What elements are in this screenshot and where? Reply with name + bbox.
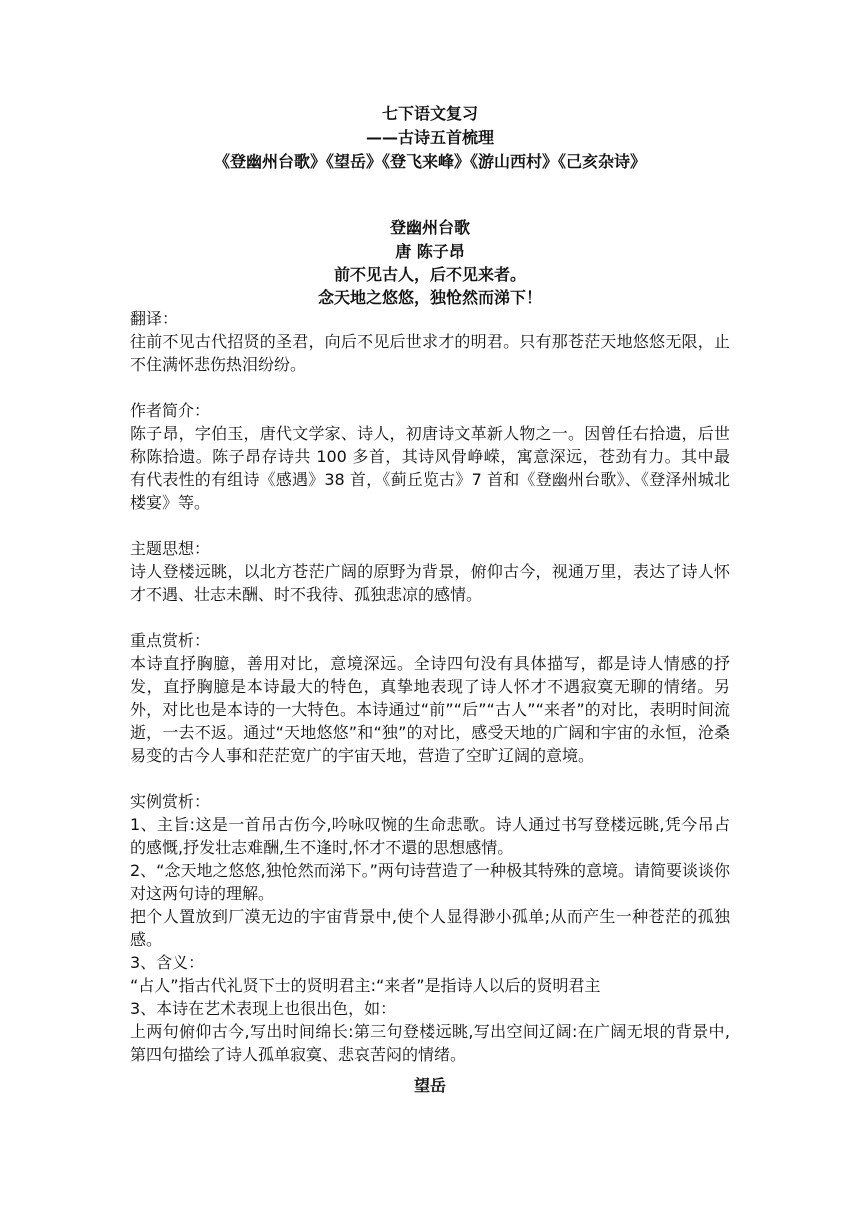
poem1-line2: 念天地之悠悠，独怆然而涕下！ xyxy=(317,288,542,307)
example-label: 实例赏析： xyxy=(130,792,211,811)
doc-subtitle: ——古诗五首梳理 xyxy=(365,128,494,147)
example-3-label: 3、含义： xyxy=(130,953,205,972)
example-4: 3、本诗在艺术表现上也很出色，如： xyxy=(130,999,397,1018)
example-2: 2、“念天地之悠悠,独怆然而涕下。”两句诗营造了一种极其特殊的意境。请简要谈谈你对这两句诗的理解。 xyxy=(130,861,730,903)
poems-list: 《登幽州台歌》《望岳》《登飞来峰》《游山西村》《己亥杂诗》 xyxy=(213,152,646,171)
example-4-answer: 上两句俯仰古今,写出时间绵长:第三句登楼远眺,写出空间辽阔:在广阔无垠的背景中,第四句描绘了诗人孤单寂寞、悲哀苦闷的情绪。 xyxy=(130,1022,730,1064)
poem1-author: 唐 陈子昂 xyxy=(395,242,465,261)
doc-title: 七下语文复习 xyxy=(381,104,478,123)
theme-text: 诗人登楼远眺，以北方苍茫广阔的原野为背景，俯仰古今，视通万里，表达了诗人怀才不遇、壮志未酬、时不我待、孤独悲凉的感情。 xyxy=(130,562,730,604)
example-1: 1、主旨:这是一首吊古伤今,吟咏叹惋的生命悲歌。诗人通过书写登楼远眺,凭今吊占的感慨,抒发壮志难酬,生不逢时,怀才不還的思想感情。 xyxy=(130,815,730,857)
author-label: 作者简介： xyxy=(130,401,211,420)
poem1-line1: 前不见古人，后不见来者。 xyxy=(333,265,526,284)
theme-label: 主题思想： xyxy=(130,539,211,558)
example-3-text: “占人”指古代礼贤下士的贤明君主:“来者”是指诗人以后的贤明君主 xyxy=(130,976,601,995)
poem1-notes xyxy=(130,307,730,1066)
translation-text: 往前不见古代招贤的圣君，向后不见后世求才的明君。只有那苍茫天地悠悠无限，止不住满怀悲伤热泪纷纷。 xyxy=(130,332,730,374)
poem2-title: 望岳 xyxy=(413,1076,446,1095)
author-text: 陈子昂，字伯玉，唐代文学家、诗人，初唐诗文革新人物之一。因曾任右拾遗，后世称陈拾遗。陈子昂存诗共 100 多首，其诗风骨峥嵘，寓意深远，苍劲有力。其中最有代表性的有组诗《感遇》38 首，《蓟丘览古》7 首和《登幽州台歌》、《登泽州城北楼宴》等。 xyxy=(130,424,730,512)
translation-label: 翻译： xyxy=(130,309,179,328)
key-label: 重点赏析： xyxy=(130,631,211,650)
example-2-answer: 把个人置放到厂漠无边的宇宙背景中,使个人显得渺小孤单;从而产生一种苍茫的孤独感。 xyxy=(130,907,730,949)
poem1-title: 登幽州台歌 xyxy=(389,218,470,237)
key-text: 本诗直抒胸臆，善用对比，意境深远。全诗四句没有具体描写，都是诗人情感的抒发，直抒胸臆是本诗最大的特色，真挚地表现了诗人怀才不遇寂寞无聊的情绪。另外，对比也是本诗的一大特色。本诗通过“前”“后”“古人”“来者”的对比，表明时间流逝，一去不返。通过“天地悠悠”和“独”的对比，感受天地的广阔和宇宙的永恒，沧桑易变的古今人事和茫茫宽广的宇宙天地，营造了空旷辽阔的意境。 xyxy=(130,654,730,765)
